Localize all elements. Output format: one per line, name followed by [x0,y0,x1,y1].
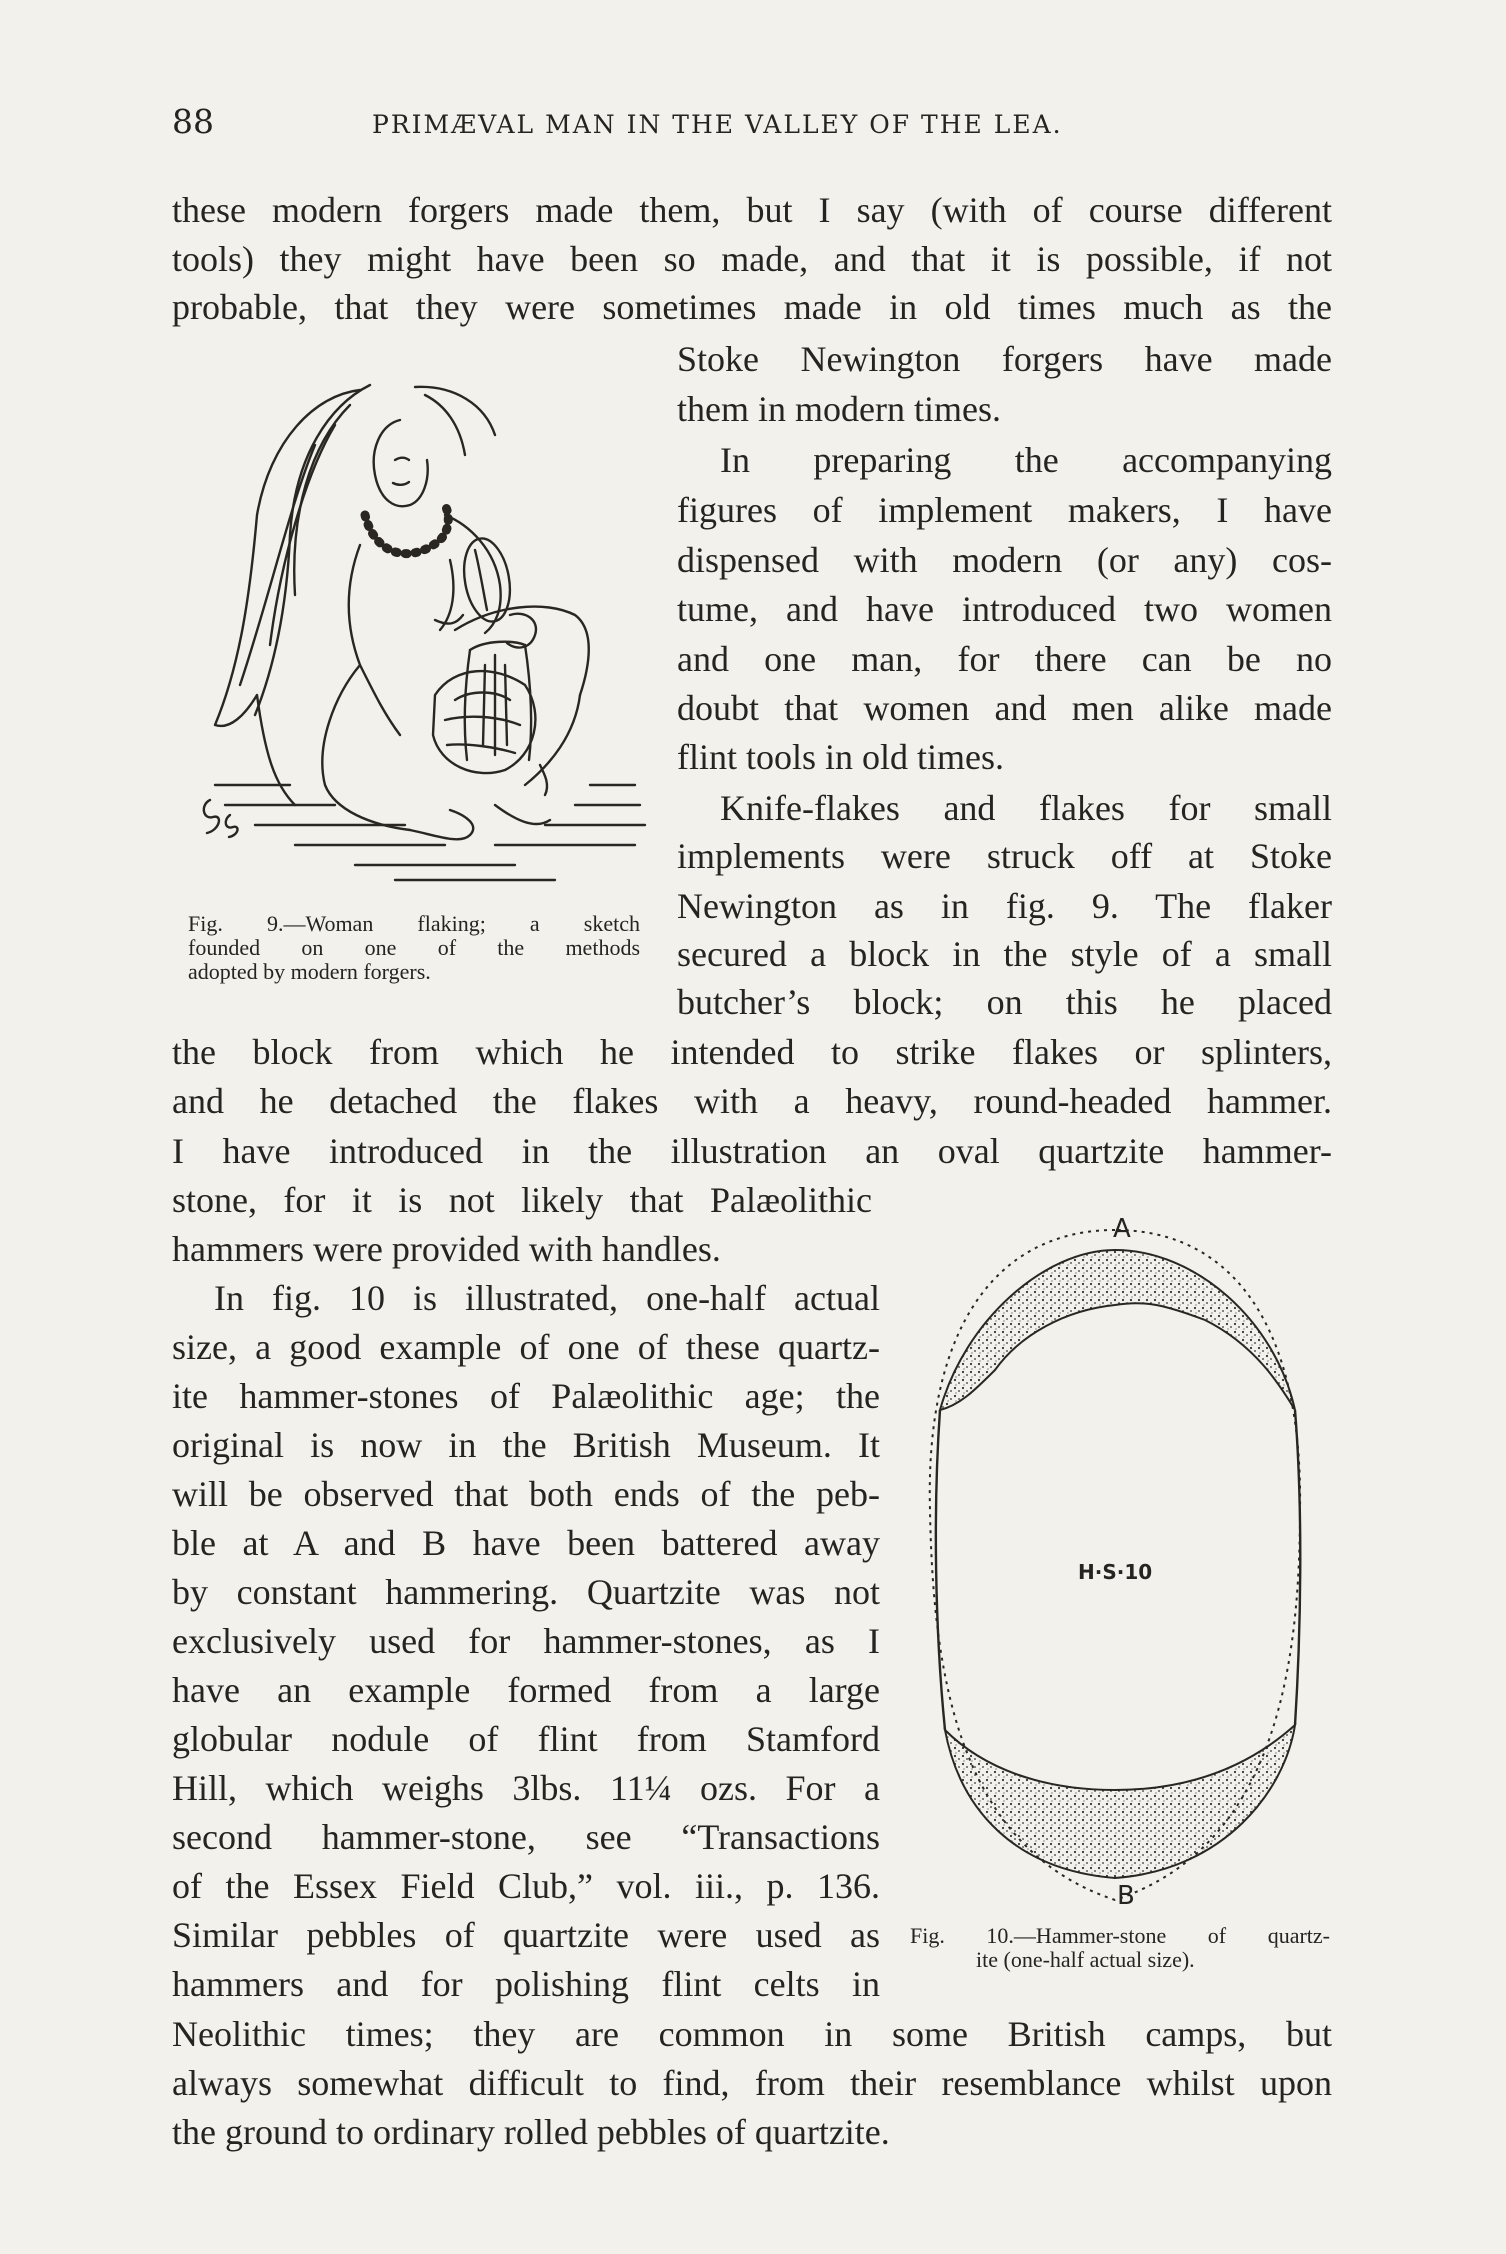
text-line-3: probable, that they were sometimes made in old times much as the [172,287,1332,327]
fig10-caption-line-1: Fig. 10.—Hammer-stone of quartz- [910,1924,1330,1948]
woman-flaking-sketch [195,365,655,895]
text-line-36: Similar pebbles of quartzite were used as [172,1915,880,1955]
text-line-7: figures of implement makers, I have [677,490,1332,530]
text-line-37: hammers and for polishing flint celts in [172,1964,880,2004]
text-line-40: the ground to ordinary rolled pebbles of quartzite. [172,2112,890,2152]
text-line-28: ble at A and B have been battered away [172,1523,880,1563]
text-line-27: will be observed that both ends of the peb- [172,1474,880,1514]
text-line-32: globular nodule of flint from Stamford [172,1719,880,1759]
text-line-15: Newington as in fig. 9. The flaker [677,886,1332,926]
text-line-11: doubt that women and men alike made [677,688,1332,728]
fig9-illustration [195,365,655,895]
running-title: PRIMÆVAL MAN IN THE VALLEY OF THE LEA. [372,110,1063,139]
text-line-29: by constant hammering. Quartzite was not [172,1572,880,1612]
fig10-label-b: B [1117,1881,1135,1911]
text-line-33: Hill, which weighs 3lbs. 11¼ ozs. For a [172,1768,880,1808]
text-line-16: secured a block in the style of a small [677,934,1332,974]
text-line-26: original is now in the British Museum. It [172,1425,880,1465]
text-line-4: Stoke Newington forgers have made [677,339,1332,379]
text-line-23: In fig. 10 is illustrated, one-half actual [214,1278,880,1318]
text-line-10: and one man, for there can be no [677,639,1332,679]
text-line-17: butcher’s block; on this he placed [677,982,1332,1022]
text-line-8: dispensed with modern (or any) cos- [677,540,1332,580]
text-line-20: I have introduced in the illustration an oval quartzite hammer- [172,1131,1332,1171]
page-number: 88 [172,102,214,141]
text-line-18: the block from which he intended to strike flakes or splinters, [172,1032,1332,1072]
text-line-5: them in modern times. [677,389,1001,429]
text-line-19: and he detached the flakes with a heavy, round-headed hammer. [172,1081,1332,1121]
fig10-specimen-mark: H·S·10 [1078,1560,1153,1584]
text-line-14: implements were struck off at Stoke [677,836,1332,876]
text-line-1: these modern forgers made them, but I say (with of course different [172,190,1332,230]
text-line-38: Neolithic times; they are common in some British camps, but [172,2014,1332,2054]
fig9-caption-line-3: adopted by modern forgers. [188,960,431,984]
text-line-22: hammers were provided with handles. [172,1229,721,1269]
text-line-9: tume, and have introduced two women [677,589,1332,629]
fig9-caption-line-2: founded on one of the methods [188,936,640,960]
text-line-6: In preparing the accompanying [720,440,1332,480]
fig9-caption-line-1: Fig. 9.—Woman flaking; a sketch [188,912,640,936]
text-line-13: Knife-flakes and flakes for small [720,788,1332,828]
text-line-34: second hammer-stone, see “Transactions [172,1817,880,1857]
text-line-21: stone, for it is not likely that Palæolithic [172,1180,872,1220]
fig10-caption-line-2: ite (one-half actual size). [976,1948,1195,1972]
text-line-35: of the Essex Field Club,” vol. iii., p. 136. [172,1866,880,1906]
fig10-label-a: A [1113,1214,1131,1244]
text-line-31: have an example formed from a large [172,1670,880,1710]
text-line-30: exclusively used for hammer-stones, as I [172,1621,880,1661]
text-line-25: ite hammer-stones of Palæolithic age; the [172,1376,880,1416]
page-header [172,102,1332,146]
text-line-24: size, a good example of one of these quartz- [172,1327,880,1367]
text-line-2: tools) they might have been so made, and that it is possible, if not [172,239,1332,279]
text-line-39: always somewhat difficult to find, from their resemblance whilst upon [172,2063,1332,2103]
text-line-12: flint tools in old times. [677,737,1005,777]
